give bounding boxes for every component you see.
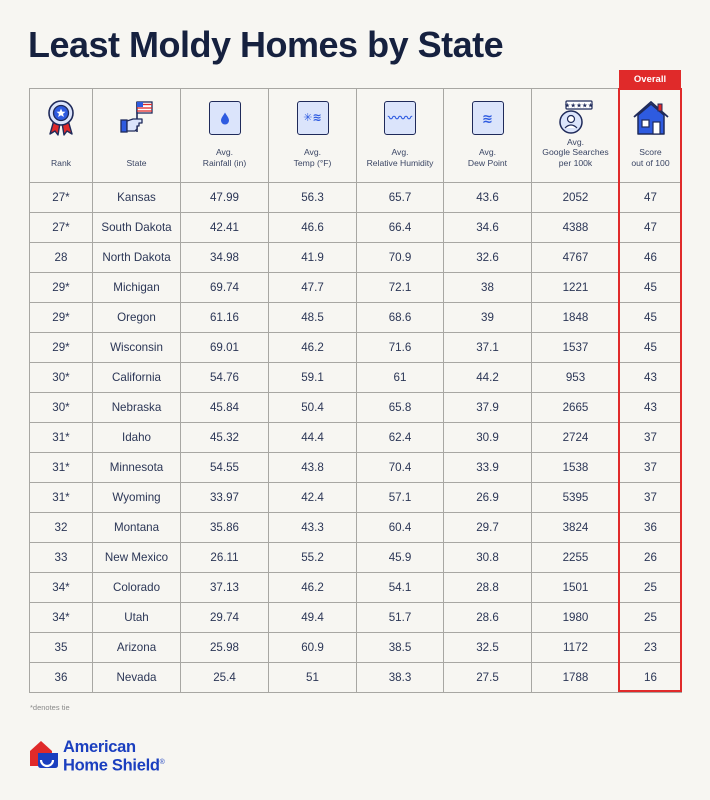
header-label: Avg. Relative Humidity [366, 147, 434, 168]
header-label: State [126, 157, 147, 168]
cell-google-searches: 1172 [532, 633, 620, 663]
table-row [30, 333, 682, 363]
cell-score: 37 [620, 453, 682, 483]
header-google-searches [532, 89, 620, 183]
header-state [93, 89, 181, 183]
cell-rank: 29* [30, 273, 93, 303]
cell-score: 46 [620, 243, 682, 273]
cell-rainfall: 25.4 [181, 663, 269, 693]
cell-temp: 51 [269, 663, 357, 693]
cell-rainfall: 25.98 [181, 633, 269, 663]
cell-state: Utah [93, 603, 181, 633]
svg-text:★★★★★: ★★★★★ [563, 101, 594, 110]
cell-score: 47 [620, 213, 682, 243]
table-row [30, 363, 682, 393]
cell-dew-point: 32.6 [444, 243, 532, 273]
cell-score: 47 [620, 183, 682, 213]
cell-humidity: 38.3 [357, 663, 444, 693]
cell-google-searches: 2052 [532, 183, 620, 213]
header-score [620, 89, 682, 183]
table-row [30, 213, 682, 243]
cell-state: Kansas [93, 183, 181, 213]
cell-google-searches: 1980 [532, 603, 620, 633]
header-dew-point [444, 89, 532, 183]
cell-state: Oregon [93, 303, 181, 333]
header-label: Rank [50, 157, 72, 168]
header-label: Avg. Temp (°F) [293, 147, 332, 168]
cell-humidity: 60.4 [357, 513, 444, 543]
cell-rainfall: 47.99 [181, 183, 269, 213]
dew-point-icon: ≋ [468, 98, 508, 138]
cell-temp: 49.4 [269, 603, 357, 633]
cell-dew-point: 38 [444, 273, 532, 303]
cell-rank: 27* [30, 213, 93, 243]
cell-rainfall: 54.76 [181, 363, 269, 393]
cell-rainfall: 69.74 [181, 273, 269, 303]
cell-state: Idaho [93, 423, 181, 453]
cell-dew-point: 44.2 [444, 363, 532, 393]
cell-temp: 41.9 [269, 243, 357, 273]
cell-score: 37 [620, 483, 682, 513]
cell-temp: 55.2 [269, 543, 357, 573]
cell-rank: 36 [30, 663, 93, 693]
cell-humidity: 51.7 [357, 603, 444, 633]
cell-dew-point: 28.8 [444, 573, 532, 603]
cell-google-searches: 1501 [532, 573, 620, 603]
cell-humidity: 70.9 [357, 243, 444, 273]
cell-temp: 46.6 [269, 213, 357, 243]
cell-score: 36 [620, 513, 682, 543]
cell-rainfall: 33.97 [181, 483, 269, 513]
cell-temp: 50.4 [269, 393, 357, 423]
cell-temp: 47.7 [269, 273, 357, 303]
cell-humidity: 66.4 [357, 213, 444, 243]
cell-humidity: 45.9 [357, 543, 444, 573]
cell-rainfall: 61.16 [181, 303, 269, 333]
table-header-row [30, 89, 682, 183]
cell-state: Arizona [93, 633, 181, 663]
table-row [30, 483, 682, 513]
cell-humidity: 72.1 [357, 273, 444, 303]
cell-dew-point: 30.9 [444, 423, 532, 453]
cell-rank: 30* [30, 363, 93, 393]
header-rainfall [181, 89, 269, 183]
cell-temp: 42.4 [269, 483, 357, 513]
cell-dew-point: 30.8 [444, 543, 532, 573]
cell-rank: 31* [30, 483, 93, 513]
table-row [30, 513, 682, 543]
cell-google-searches: 953 [532, 363, 620, 393]
cell-humidity: 54.1 [357, 573, 444, 603]
cell-score: 26 [620, 543, 682, 573]
cell-rank: 32 [30, 513, 93, 543]
cell-state: New Mexico [93, 543, 181, 573]
cell-google-searches: 2665 [532, 393, 620, 423]
header-humidity [357, 89, 444, 183]
house-icon [631, 98, 671, 138]
cell-rainfall: 45.84 [181, 393, 269, 423]
cell-humidity: 61 [357, 363, 444, 393]
cell-google-searches: 1848 [532, 303, 620, 333]
cell-rank: 28 [30, 243, 93, 273]
cell-dew-point: 32.5 [444, 633, 532, 663]
cell-humidity: 68.6 [357, 303, 444, 333]
cell-state: Minnesota [93, 453, 181, 483]
cell-score: 37 [620, 423, 682, 453]
table-row [30, 573, 682, 603]
table-row [30, 663, 682, 693]
cell-dew-point: 39 [444, 303, 532, 333]
cell-rank: 31* [30, 453, 93, 483]
cell-google-searches: 1221 [532, 273, 620, 303]
cell-temp: 44.4 [269, 423, 357, 453]
search-rating-icon [556, 98, 596, 138]
cell-rainfall: 69.01 [181, 333, 269, 363]
cell-temp: 46.2 [269, 333, 357, 363]
cell-state: Nevada [93, 663, 181, 693]
cell-dew-point: 28.6 [444, 603, 532, 633]
header-rank [30, 89, 93, 183]
cell-rank: 29* [30, 303, 93, 333]
cell-temp: 43.8 [269, 453, 357, 483]
hand-flag-icon [117, 98, 157, 138]
cell-dew-point: 43.6 [444, 183, 532, 213]
table-row [30, 183, 682, 213]
brand-house-icon [29, 738, 59, 775]
cell-rank: 27* [30, 183, 93, 213]
cell-humidity: 65.7 [357, 183, 444, 213]
header-label: Avg. Rainfall (in) [202, 147, 247, 168]
table-row [30, 393, 682, 423]
cell-score: 43 [620, 393, 682, 423]
table-row [30, 303, 682, 333]
table-row [30, 543, 682, 573]
cell-google-searches: 2724 [532, 423, 620, 453]
cell-rank: 33 [30, 543, 93, 573]
cell-score: 16 [620, 663, 682, 693]
cell-humidity: 65.8 [357, 393, 444, 423]
cell-state: Michigan [93, 273, 181, 303]
cell-dew-point: 26.9 [444, 483, 532, 513]
temperature-waves-icon: ✳≋ [293, 98, 333, 138]
cell-rank: 31* [30, 423, 93, 453]
raindrop-icon [205, 98, 245, 138]
cell-google-searches: 5395 [532, 483, 620, 513]
cell-dew-point: 37.1 [444, 333, 532, 363]
cell-humidity: 71.6 [357, 333, 444, 363]
overall-label: Overall [619, 70, 681, 88]
cell-state: Wisconsin [93, 333, 181, 363]
table-row [30, 273, 682, 303]
table-row [30, 633, 682, 663]
cell-temp: 56.3 [269, 183, 357, 213]
header-label: Score out of 100 [631, 147, 670, 168]
cell-google-searches: 1537 [532, 333, 620, 363]
cell-state: California [93, 363, 181, 393]
cell-rainfall: 35.86 [181, 513, 269, 543]
table-row [30, 243, 682, 273]
cell-state: South Dakota [93, 213, 181, 243]
cell-state: Montana [93, 513, 181, 543]
cell-humidity: 70.4 [357, 453, 444, 483]
table-body [30, 183, 682, 693]
header-label: Avg. Dew Point [467, 147, 508, 168]
cell-humidity: 38.5 [357, 633, 444, 663]
cell-google-searches: 2255 [532, 543, 620, 573]
cell-rainfall: 26.11 [181, 543, 269, 573]
cell-dew-point: 33.9 [444, 453, 532, 483]
ribbon-award-icon [41, 98, 81, 138]
cell-score: 45 [620, 333, 682, 363]
cell-rank: 29* [30, 333, 93, 363]
cell-rank: 34* [30, 603, 93, 633]
cell-score: 23 [620, 633, 682, 663]
cell-rainfall: 54.55 [181, 453, 269, 483]
table-row [30, 603, 682, 633]
cell-rank: 35 [30, 633, 93, 663]
cell-temp: 48.5 [269, 303, 357, 333]
cell-google-searches: 4767 [532, 243, 620, 273]
cell-rainfall: 45.32 [181, 423, 269, 453]
cell-score: 45 [620, 303, 682, 333]
cell-rainfall: 42.41 [181, 213, 269, 243]
cell-score: 43 [620, 363, 682, 393]
cell-state: North Dakota [93, 243, 181, 273]
cell-temp: 60.9 [269, 633, 357, 663]
cell-state: Nebraska [93, 393, 181, 423]
cell-dew-point: 27.5 [444, 663, 532, 693]
cell-temp: 59.1 [269, 363, 357, 393]
cell-score: 25 [620, 573, 682, 603]
header-label: Avg. Google Searches per 100k [542, 136, 609, 168]
cell-score: 45 [620, 273, 682, 303]
page-title: Least Moldy Homes by State [28, 24, 504, 65]
humidity-waves-icon: 〰〰 [380, 98, 420, 138]
cell-rainfall: 29.74 [181, 603, 269, 633]
footnote: *denotes tie [30, 703, 70, 712]
cell-temp: 43.3 [269, 513, 357, 543]
brand-logo [29, 738, 165, 775]
cell-google-searches: 1788 [532, 663, 620, 693]
brand-name: American Home Shield® [63, 738, 165, 775]
cell-rank: 30* [30, 393, 93, 423]
cell-rainfall: 37.13 [181, 573, 269, 603]
cell-dew-point: 29.7 [444, 513, 532, 543]
cell-dew-point: 34.6 [444, 213, 532, 243]
cell-state: Colorado [93, 573, 181, 603]
table-row [30, 453, 682, 483]
cell-humidity: 57.1 [357, 483, 444, 513]
cell-rainfall: 34.98 [181, 243, 269, 273]
cell-state: Wyoming [93, 483, 181, 513]
cell-google-searches: 4388 [532, 213, 620, 243]
cell-temp: 46.2 [269, 573, 357, 603]
cell-rank: 34* [30, 573, 93, 603]
cell-google-searches: 3824 [532, 513, 620, 543]
cell-dew-point: 37.9 [444, 393, 532, 423]
state-mold-table [29, 88, 682, 693]
cell-google-searches: 1538 [532, 453, 620, 483]
table-row [30, 423, 682, 453]
cell-humidity: 62.4 [357, 423, 444, 453]
cell-score: 25 [620, 603, 682, 633]
header-temp [269, 89, 357, 183]
